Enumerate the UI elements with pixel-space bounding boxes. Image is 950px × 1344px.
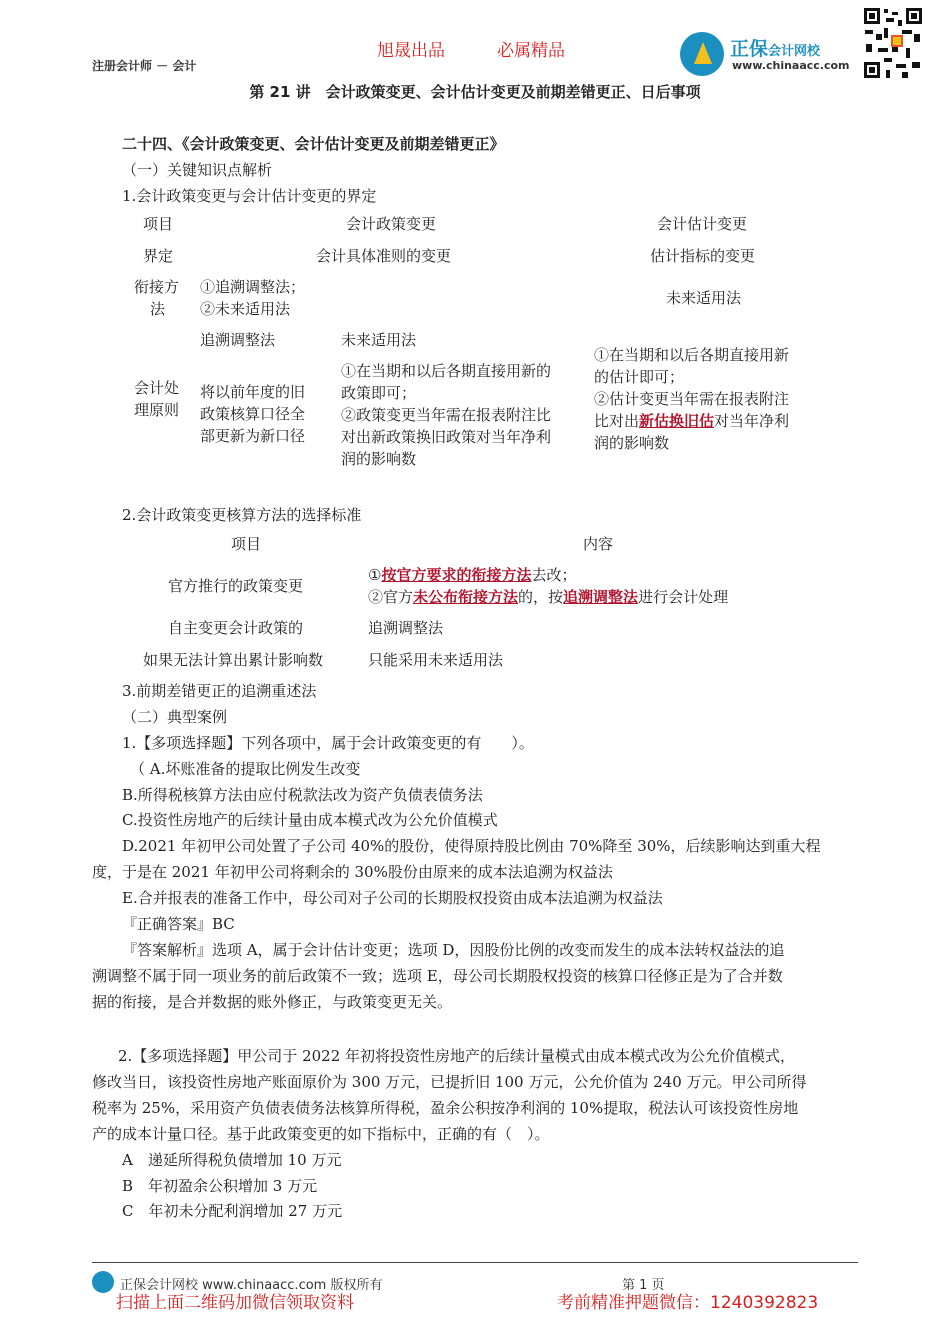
table1-header-item: 项目 xyxy=(143,215,174,233)
table1-retro-desc: 将以前年度的旧 政策核算口径全 部更新为新口径 xyxy=(200,383,306,445)
table1-row-connect-estimate: 未来适用法 xyxy=(666,289,742,307)
q1-analysis-line3: 据的衔接，是合并数据的账外修正，与政策变更无关。 xyxy=(92,993,453,1011)
q1-option-b: B.所得税核算方法由应付税款法改为资产负债表债务法 xyxy=(122,786,483,804)
qr-code-icon xyxy=(862,6,924,80)
q1-analysis-line2: 溯调整不属于同一项业务的前后政策不一致；选项 E，母公司长期股权投资的核算口径修正是为了合并数 xyxy=(92,967,783,985)
q1-option-e: E.合并报表的准备工作中，母公司对子公司的长期股权投资由成本法追溯为权益法 xyxy=(122,889,663,907)
table1-row-connect-label: 衔接方 法 xyxy=(134,278,180,318)
part-heading-2: （二）典型案例 xyxy=(122,708,228,726)
table1-row-define-label: 界定 xyxy=(143,247,174,265)
table1-row-define-policy: 会计具体准则的变更 xyxy=(316,247,452,265)
q2-option-c: C 年初未分配利润增加 27 万元 xyxy=(122,1202,343,1220)
table1-future-desc: ①在当期和以后各期直接用新的 政策即可； ②政策变更当年需在报表附注比 对出新政策换旧政策对当年净利 润的影响数 xyxy=(341,362,552,468)
footer-promo-left: 扫描上面二维码加微信领取资料 xyxy=(116,1293,354,1313)
section-title: 二十四、《会计政策变更、会计估计变更及前期差错更正》 xyxy=(122,135,505,153)
q1-option-a: （ A.坏账准备的提取比例发生改变 xyxy=(130,760,361,778)
table2-row3-label: 如果无法计算出累计影响数 xyxy=(143,651,324,669)
q1-stem: 1.【多项选择题】下列各项中，属于会计政策变更的有 ）。 xyxy=(122,734,534,752)
topic-heading-2: 2.会计政策变更核算方法的选择标准 xyxy=(122,506,362,524)
table2-header-content: 内容 xyxy=(583,535,614,553)
table2-row3-content: 只能采用未来适用法 xyxy=(368,651,504,669)
promo-text-right: 必属精品 xyxy=(497,41,565,61)
q2-stem-line2: 修改当日，该投资性房地产账面原价为 300 万元，已提折旧 100 万元，公允价值为 240 万元。甲公司所得 xyxy=(92,1073,807,1091)
table2-header-item: 项目 xyxy=(231,535,262,553)
logo-brand: 正保 xyxy=(730,38,769,60)
logo-url: www.chinaacc.com xyxy=(732,59,850,72)
footer-copyright: 正保会计网校 www.chinaacc.com 版权所有 xyxy=(120,1278,383,1293)
q1-answer: 『正确答案』BC xyxy=(122,915,235,933)
promo-text-left: 旭晟出品 xyxy=(377,41,445,61)
qr-code xyxy=(862,6,924,92)
q2-option-b: B 年初盈余公积增加 3 万元 xyxy=(122,1177,318,1195)
footer-logo-icon xyxy=(92,1271,114,1293)
table2-row2-label: 自主变更会计政策的 xyxy=(168,619,304,637)
table1-header-policy: 会计政策变更 xyxy=(346,215,437,233)
table1-estimate-desc: ①在当期和以后各期直接用新 的估计即可； ②估计变更当年需在报表附注 比对出新估换旧估对当年净利 润的影响数 xyxy=(594,346,790,452)
q1-option-d-line2: 度，于是在 2021 年初甲公司将剩余的 30%股份由原来的成本法追溯为权益法 xyxy=(92,863,613,881)
q1-analysis-line1: 『答案解析』选项 A，属于会计估计变更；选项 D，因股份比例的改变而发生的成本法转权益法的追 xyxy=(122,941,785,959)
table2-row1-content: ①按官方要求的衔接方法去改； ②官方未公布衔接方法的，按追溯调整法进行会计处理 xyxy=(368,566,729,606)
topic-heading-3: 3.前期差错更正的追溯重述法 xyxy=(122,682,317,700)
lecture-title: 第 21 讲 会计政策变更、会计估计变更及前期差错更正、日后事项 xyxy=(249,83,701,101)
q1-option-d-line1: D.2021 年初甲公司处置了子公司 40%的股份，使得原持股比例由 70%降至 30%，后续影响达到重大程 xyxy=(122,837,821,855)
q2-option-a: A 递延所得税负债增加 10 万元 xyxy=(122,1151,342,1169)
logo-brand-sub: 会计网校 xyxy=(768,44,821,59)
topic-heading-1: 1.会计政策变更与会计估计变更的界定 xyxy=(122,187,377,205)
table1-row-define-estimate: 估计指标的变更 xyxy=(650,247,756,265)
footer-divider xyxy=(92,1262,858,1263)
table1-retro-head: 追溯调整法 xyxy=(200,331,276,349)
table2-row2-content: 追溯调整法 xyxy=(368,619,444,637)
q2-stem-line4: 产的成本计量口径。基于此政策变更的如下指标中，正确的有（ ）。 xyxy=(92,1125,550,1143)
emphasis-new-for-old: 新估换旧估 xyxy=(639,412,715,430)
part-heading-1: （一）关键知识点解析 xyxy=(122,161,273,179)
course-name: 注册会计师 － 会计 xyxy=(92,59,197,73)
q2-stem-line3: 税率为 25%，采用资产负债表债务法核算所得税，盈余公积按净利润的 10%提取，税法认可该投资性房地 xyxy=(92,1099,799,1117)
table1-row-connect-policy: ①追溯调整法； ②未来适用法 xyxy=(200,278,306,318)
q2-stem-line1: 2.【多项选择题】甲公司于 2022 年初将投资性房地产的后续计量模式由成本模式改为公允价值模式， xyxy=(118,1047,796,1065)
table1-header-estimate: 会计估计变更 xyxy=(657,215,748,233)
chinaacc-logo[interactable] xyxy=(680,32,858,78)
footer-page-number: 第 1 页 xyxy=(622,1278,665,1293)
table1-row-treatment-label: 会计处 理原则 xyxy=(134,379,180,419)
footer-promo-right: 考前精准押题微信：1240392823 xyxy=(557,1293,819,1313)
logo-icon xyxy=(680,32,724,76)
table1-future-head: 未来适用法 xyxy=(341,331,417,349)
q1-option-c: C.投资性房地产的后续计量由成本模式改为公允价值模式 xyxy=(122,811,498,829)
table2-row1-label: 官方推行的政策变更 xyxy=(168,577,304,595)
